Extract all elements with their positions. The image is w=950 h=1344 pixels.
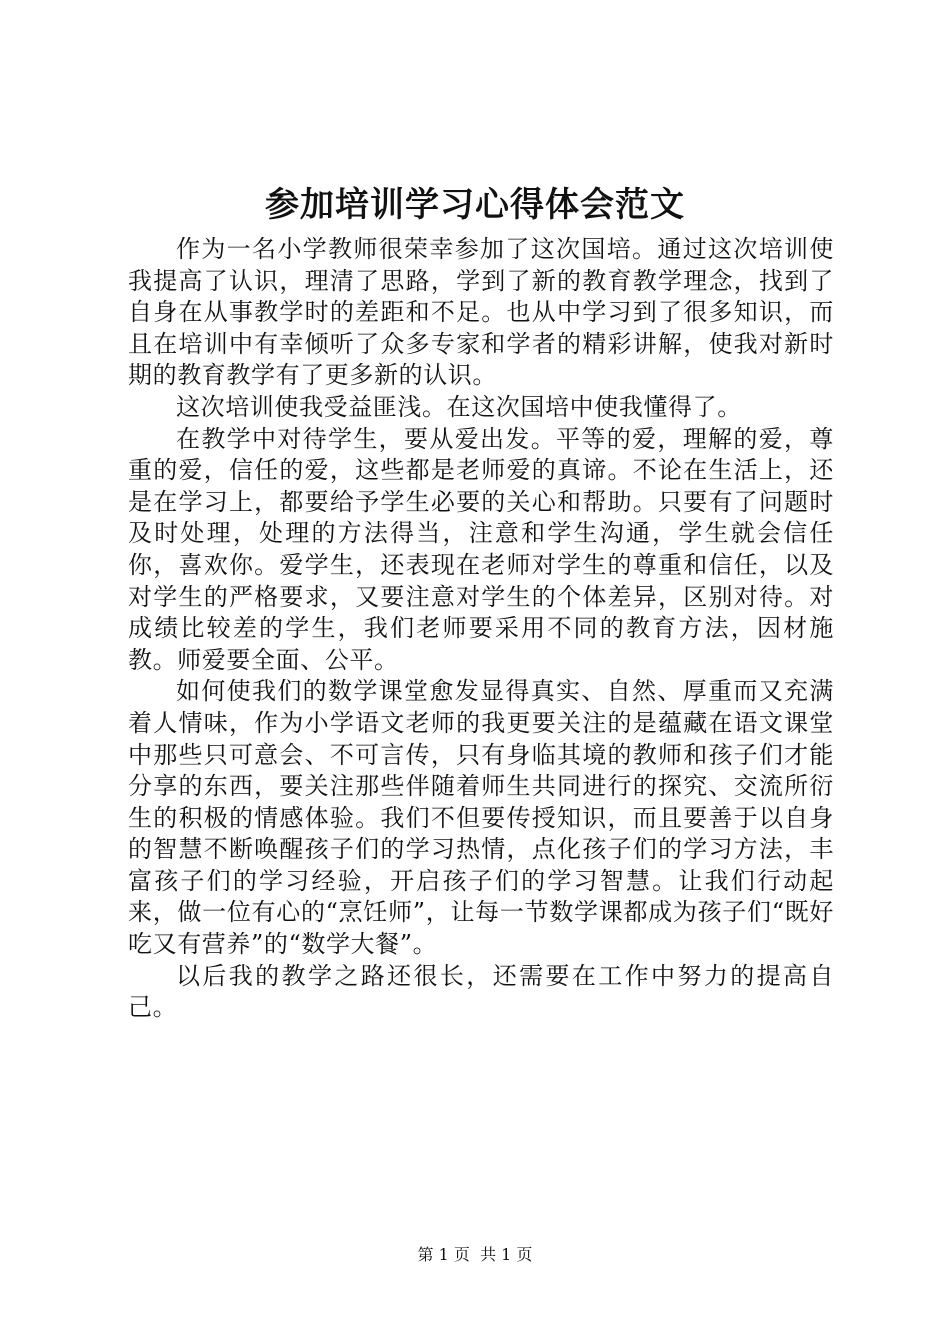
paragraph-2: 这次培训使我受益匪浅。在这次国培中使我懂得了。 xyxy=(176,392,742,421)
paragraph-1: 作为一名小学教师很荣幸参加了这次国培。通过这次培训使我提高了认识，理清了思路，学到了新的教育教学理念，找到了自身在从事教学时的差距和不足。也从中学习到了很多知识，而且在培训中有幸倾听了众多专家和学者的精彩讲解，使我对新时期的教育教学有了更多新的认识。 xyxy=(128,235,834,390)
paragraph-5: 以后我的教学之路还很长，还需要在工作中努力的提高自己。 xyxy=(128,961,834,1022)
page-number-label: 第 1 页 共 1 页 xyxy=(417,1245,533,1264)
paragraph-3: 在教学中对待学生，要从爱出发。平等的爱，理解的爱，尊重的爱，信任的爱，这些都是老师爱的真谛。不论在生活上，还是在学习上，都要给予学生必要的关心和帮助。只要有了问题时及时处理，处理的方法得当，注意和学生沟通，学生就会信任你，喜欢你。爱学生，还表现在老师对学生的尊重和信任，以及对学生的严格要求，又要注意对学生的个体差异，区别对待。对成绩比较差的学生，我们老师要采用不同的教育方法，因材施教。师爱要全面、公平。 xyxy=(128,424,834,674)
paragraph-4: 如何使我们的数学课堂愈发显得真实、自然、厚重而又充满着人情味，作为小学语文老师的我更要关注的是蕴藏在语文课堂中那些只可意会、不可言传，只有身临其境的教师和孩子们才能分享的东西，要关注那些伴随着师生共同进行的探究、交流所衍生的积极的情感体验。我们不但要传授知识，而且要善于以自身的智慧不断唤醒孩子们的学习热情，点化孩子们的学习方法，丰富孩子们的学习经验，开启孩子们的学习智慧。让我们行动起来，做一位有心的“烹饪师”，让每一节数学课都成为孩子们“既好吃又有营养”的“数学大餐”。 xyxy=(128,677,834,959)
document-title: 参加培训学习心得体会范文 xyxy=(265,185,685,225)
page-footer xyxy=(0,1244,950,1266)
document-body xyxy=(128,234,834,1024)
